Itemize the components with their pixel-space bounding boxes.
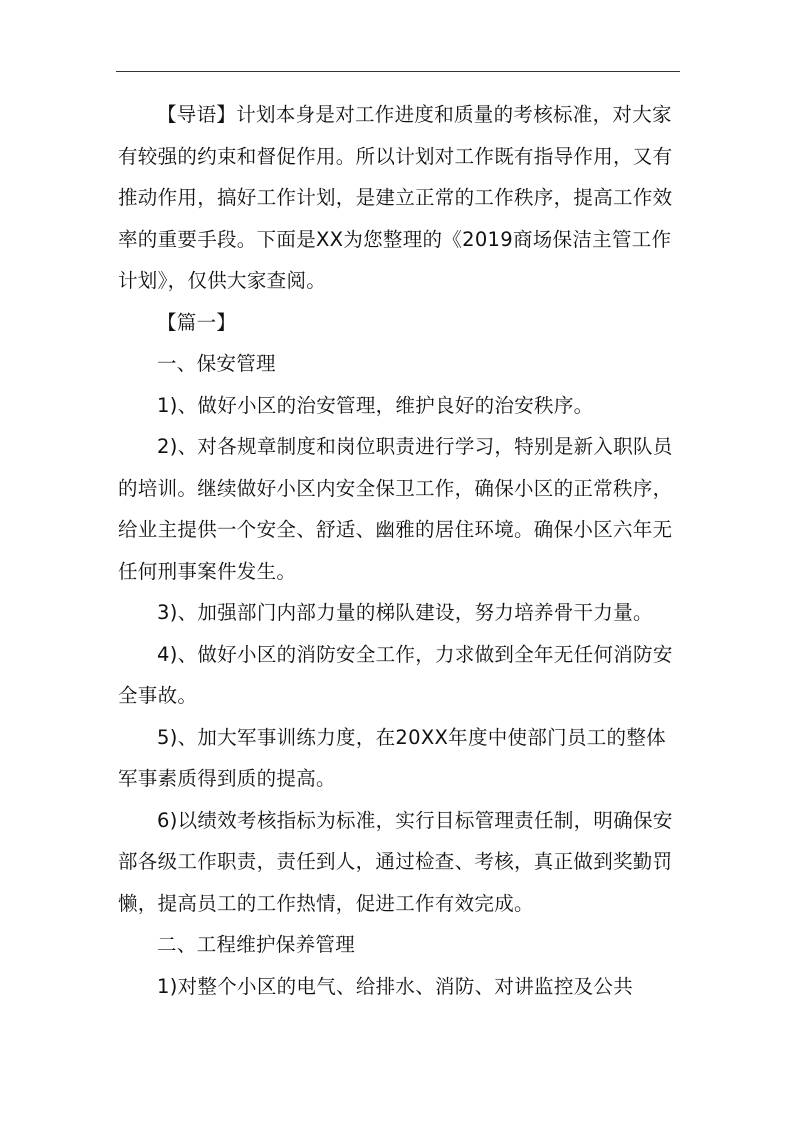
security-item-1: 1)、做好小区的治安管理，维护良好的治安秩序。: [157, 393, 594, 417]
security-item-2: 2)、对各规章制度和岗位职责进行学习，特别是新入职队员的培训。继续做好小区内安全保卫工作，确保小区的正常秩序，给业主提供一个安全、舒适、幽雅的居住环境。确保小区六年无任何刑事案件发生。: [118, 435, 673, 583]
security-item-3: 3)、加强部门内部力量的梯队建设，努力培养骨干力量。: [157, 601, 653, 624]
engineering-item-1: 1)对整个小区的电气、给排水、消防、对讲监控及公共: [157, 974, 634, 998]
security-item-6: 6)以绩效考核指标为标准，实行目标管理责任制，明确保安部各级工作职责，责任到人，通过检查、考核，真正做到奖勤罚懒，提高员工的工作热情，促进工作有效完成。: [118, 808, 673, 915]
intro-paragraph: 【导语】计划本身是对工作进度和质量的考核标准，对大家有较强的约束和督促作用。所以计划对工作既有指导作用，又有推动作用，搞好工作计划，是建立正常的工作秩序，提高工作效率的重要手段。下面是XX为您整理的《2019商场保洁主管工作计划》，仅供大家查阅。: [118, 103, 673, 292]
heading-engineering-maintenance: 二、工程维护保养管理: [157, 933, 356, 956]
document-body: [118, 94, 684, 1007]
security-item-5: 5)、加大军事训练力度，在20XX年度中使部门员工的整体军事素质得到质的提高。: [118, 725, 666, 790]
security-item-4: 4)、做好小区的消防安全工作，力求做到全年无任何消防安全事故。: [118, 642, 673, 707]
header-rule: [116, 71, 680, 72]
heading-security-management: 一、保安管理: [157, 352, 276, 375]
section-title-part-one: 【篇一】: [157, 310, 237, 334]
